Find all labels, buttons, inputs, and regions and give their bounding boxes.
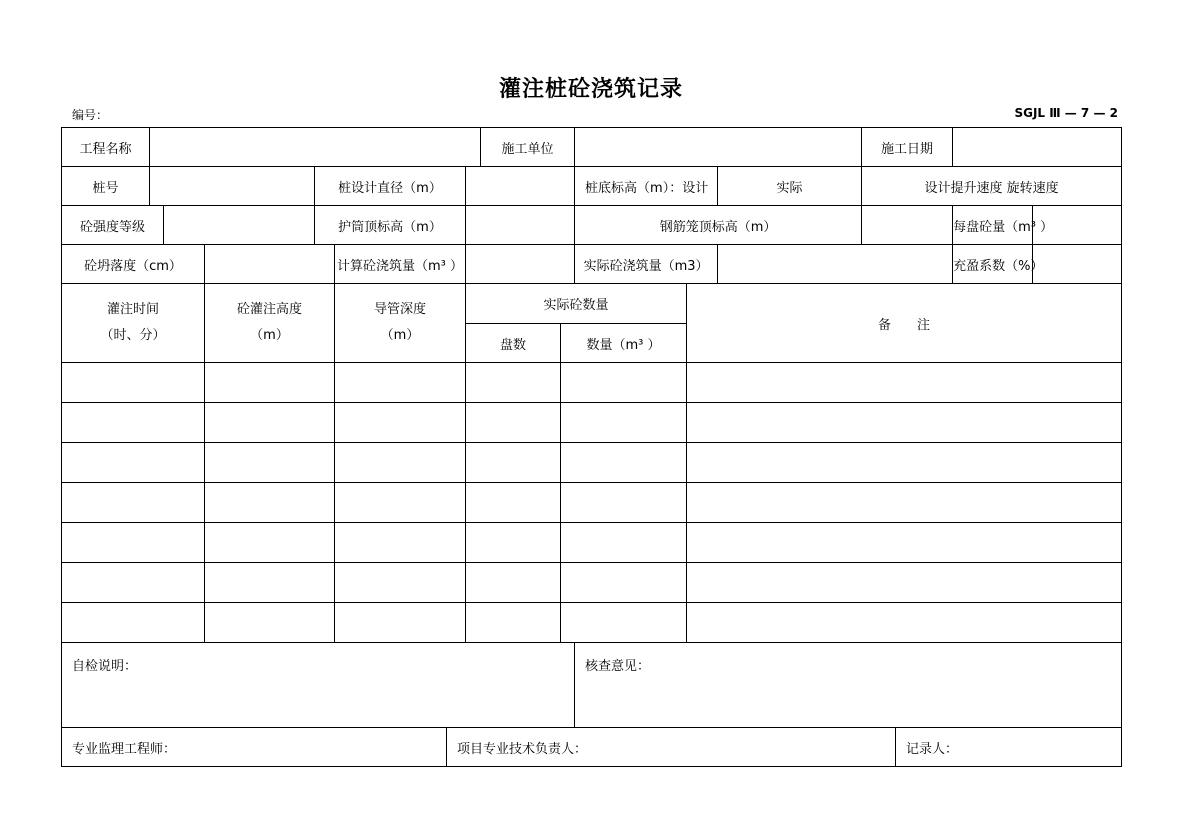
batches-cell[interactable] (466, 603, 561, 643)
table-row (62, 363, 1122, 403)
pile-no-label: 桩号 (62, 167, 150, 206)
batches-cell[interactable] (466, 443, 561, 483)
casing-top-elev-label: 护筒顶标高（m） (315, 206, 466, 245)
project-name-cell[interactable] (150, 128, 481, 167)
pour-height-cell[interactable] (205, 523, 335, 563)
tech-lead-cell[interactable] (447, 728, 896, 767)
remarks-header: 备 注 (687, 284, 1122, 363)
pour-height-header-line1: 砼灌注高度 (236, 302, 302, 317)
pour-height-cell[interactable] (205, 403, 335, 443)
supervisor-label: 专业监理工程师： (72, 741, 177, 757)
form-number-label: 编号： (72, 108, 109, 122)
construction-date-label: 施工日期 (862, 128, 953, 167)
quantity-cell[interactable] (561, 443, 687, 483)
table-row (62, 563, 1122, 603)
pour-time-cell[interactable] (62, 523, 205, 563)
pile-no-cell[interactable] (150, 167, 315, 206)
pile-diameter-cell[interactable] (466, 167, 575, 206)
casing-top-elev-cell[interactable] (466, 206, 575, 245)
concrete-grade-label: 砼强度等级 (62, 206, 164, 245)
tech-lead-label: 项目专业技术负责人： (457, 741, 588, 757)
cage-top-elev-label: 钢筋笼顶标高（m） (575, 206, 862, 245)
actual-volume-cell[interactable] (718, 245, 953, 284)
batches-cell[interactable] (466, 363, 561, 403)
table-row (62, 443, 1122, 483)
recorder-label: 记录人： (906, 741, 959, 757)
pour-height-cell[interactable] (205, 563, 335, 603)
quantity-cell[interactable] (561, 363, 687, 403)
pipe-depth-cell[interactable] (335, 603, 466, 643)
pipe-depth-cell[interactable] (335, 403, 466, 443)
table-row (62, 603, 1122, 643)
fill-factor-cell[interactable] (1033, 245, 1122, 284)
cage-top-elev-cell[interactable] (862, 206, 953, 245)
pour-height-cell[interactable] (205, 483, 335, 523)
actual-count-header: 实际砼数量 (466, 284, 687, 324)
pipe-depth-header-line2: （m） (380, 328, 420, 343)
remarks-cell[interactable] (687, 523, 1122, 563)
pour-time-cell[interactable] (62, 563, 205, 603)
supervisor-cell[interactable] (62, 728, 447, 767)
slump-label: 砼坍落度（cm） (62, 245, 205, 284)
quantity-cell[interactable] (561, 603, 687, 643)
slump-cell[interactable] (205, 245, 335, 284)
quantity-cell[interactable] (561, 483, 687, 523)
self-check-label: 自检说明： (72, 659, 138, 674)
document-title: 灌注桩砼浇筑记录 (498, 77, 683, 102)
construction-unit-cell[interactable] (575, 128, 862, 167)
pipe-depth-cell[interactable] (335, 443, 466, 483)
table-row (62, 523, 1122, 563)
table-row (62, 403, 1122, 443)
pipe-depth-header-line1: 导管深度 (373, 302, 426, 317)
construction-date-cell[interactable] (953, 128, 1122, 167)
construction-unit-label: 施工单位 (481, 128, 575, 167)
form-code: SGJL Ⅲ — 7 — 2 (1014, 106, 1118, 120)
batches-cell[interactable] (466, 483, 561, 523)
pour-height-header (205, 284, 335, 363)
remarks-cell[interactable] (687, 363, 1122, 403)
lift-speed-label: 设计提升速度 旋转速度 (862, 167, 1122, 206)
pile-diameter-label: 桩设计直径（m） (315, 167, 466, 206)
project-name-label: 工程名称 (62, 128, 150, 167)
pour-height-header-line2: （m） (250, 328, 289, 343)
remarks-cell[interactable] (687, 603, 1122, 643)
pour-time-cell[interactable] (62, 443, 205, 483)
quantity-cell[interactable] (561, 523, 687, 563)
pour-record-table (61, 127, 1122, 767)
fill-factor-label: 充盈系数（%） (953, 245, 1033, 284)
pour-time-header-line1: 灌注时间 (106, 302, 159, 317)
pipe-depth-cell[interactable] (335, 483, 466, 523)
pipe-depth-header (335, 284, 466, 363)
pipe-depth-cell[interactable] (335, 523, 466, 563)
batches-cell[interactable] (466, 523, 561, 563)
remarks-cell[interactable] (687, 403, 1122, 443)
pour-time-header-line2: （时、分） (100, 328, 166, 343)
pour-time-cell[interactable] (62, 483, 205, 523)
pipe-depth-cell[interactable] (335, 363, 466, 403)
pour-time-cell[interactable] (62, 603, 205, 643)
pipe-depth-cell[interactable] (335, 563, 466, 603)
self-check-cell[interactable] (62, 643, 575, 728)
review-cell[interactable] (575, 643, 1122, 728)
recorder-cell[interactable] (896, 728, 1122, 767)
remarks-cell[interactable] (687, 483, 1122, 523)
pour-height-cell[interactable] (205, 363, 335, 403)
batches-cell[interactable] (466, 563, 561, 603)
concrete-grade-cell[interactable] (164, 206, 315, 245)
remarks-cell[interactable] (687, 563, 1122, 603)
calc-volume-label: 计算砼浇筑量（m³ ） (335, 245, 466, 284)
batches-cell[interactable] (466, 403, 561, 443)
pour-time-cell[interactable] (62, 403, 205, 443)
quantity-cell[interactable] (561, 563, 687, 603)
pour-height-cell[interactable] (205, 603, 335, 643)
pour-time-cell[interactable] (62, 363, 205, 403)
per-batch-label: 每盘砼量（m³ ） (953, 206, 1033, 245)
table-row (62, 483, 1122, 523)
quantity-header: 数量（m³ ） (561, 324, 687, 363)
batches-header: 盘数 (466, 324, 561, 363)
quantity-cell[interactable] (561, 403, 687, 443)
review-label: 核查意见： (585, 659, 651, 674)
remarks-cell[interactable] (687, 443, 1122, 483)
pour-time-header (62, 284, 205, 363)
actual-volume-label: 实际砼浇筑量（m3） (575, 245, 718, 284)
pile-bottom-actual-label: 实际 (718, 167, 862, 206)
pile-bottom-elev-label: 桩底标高（m）：设计 (575, 167, 718, 206)
pour-height-cell[interactable] (205, 443, 335, 483)
calc-volume-cell[interactable] (466, 245, 575, 284)
